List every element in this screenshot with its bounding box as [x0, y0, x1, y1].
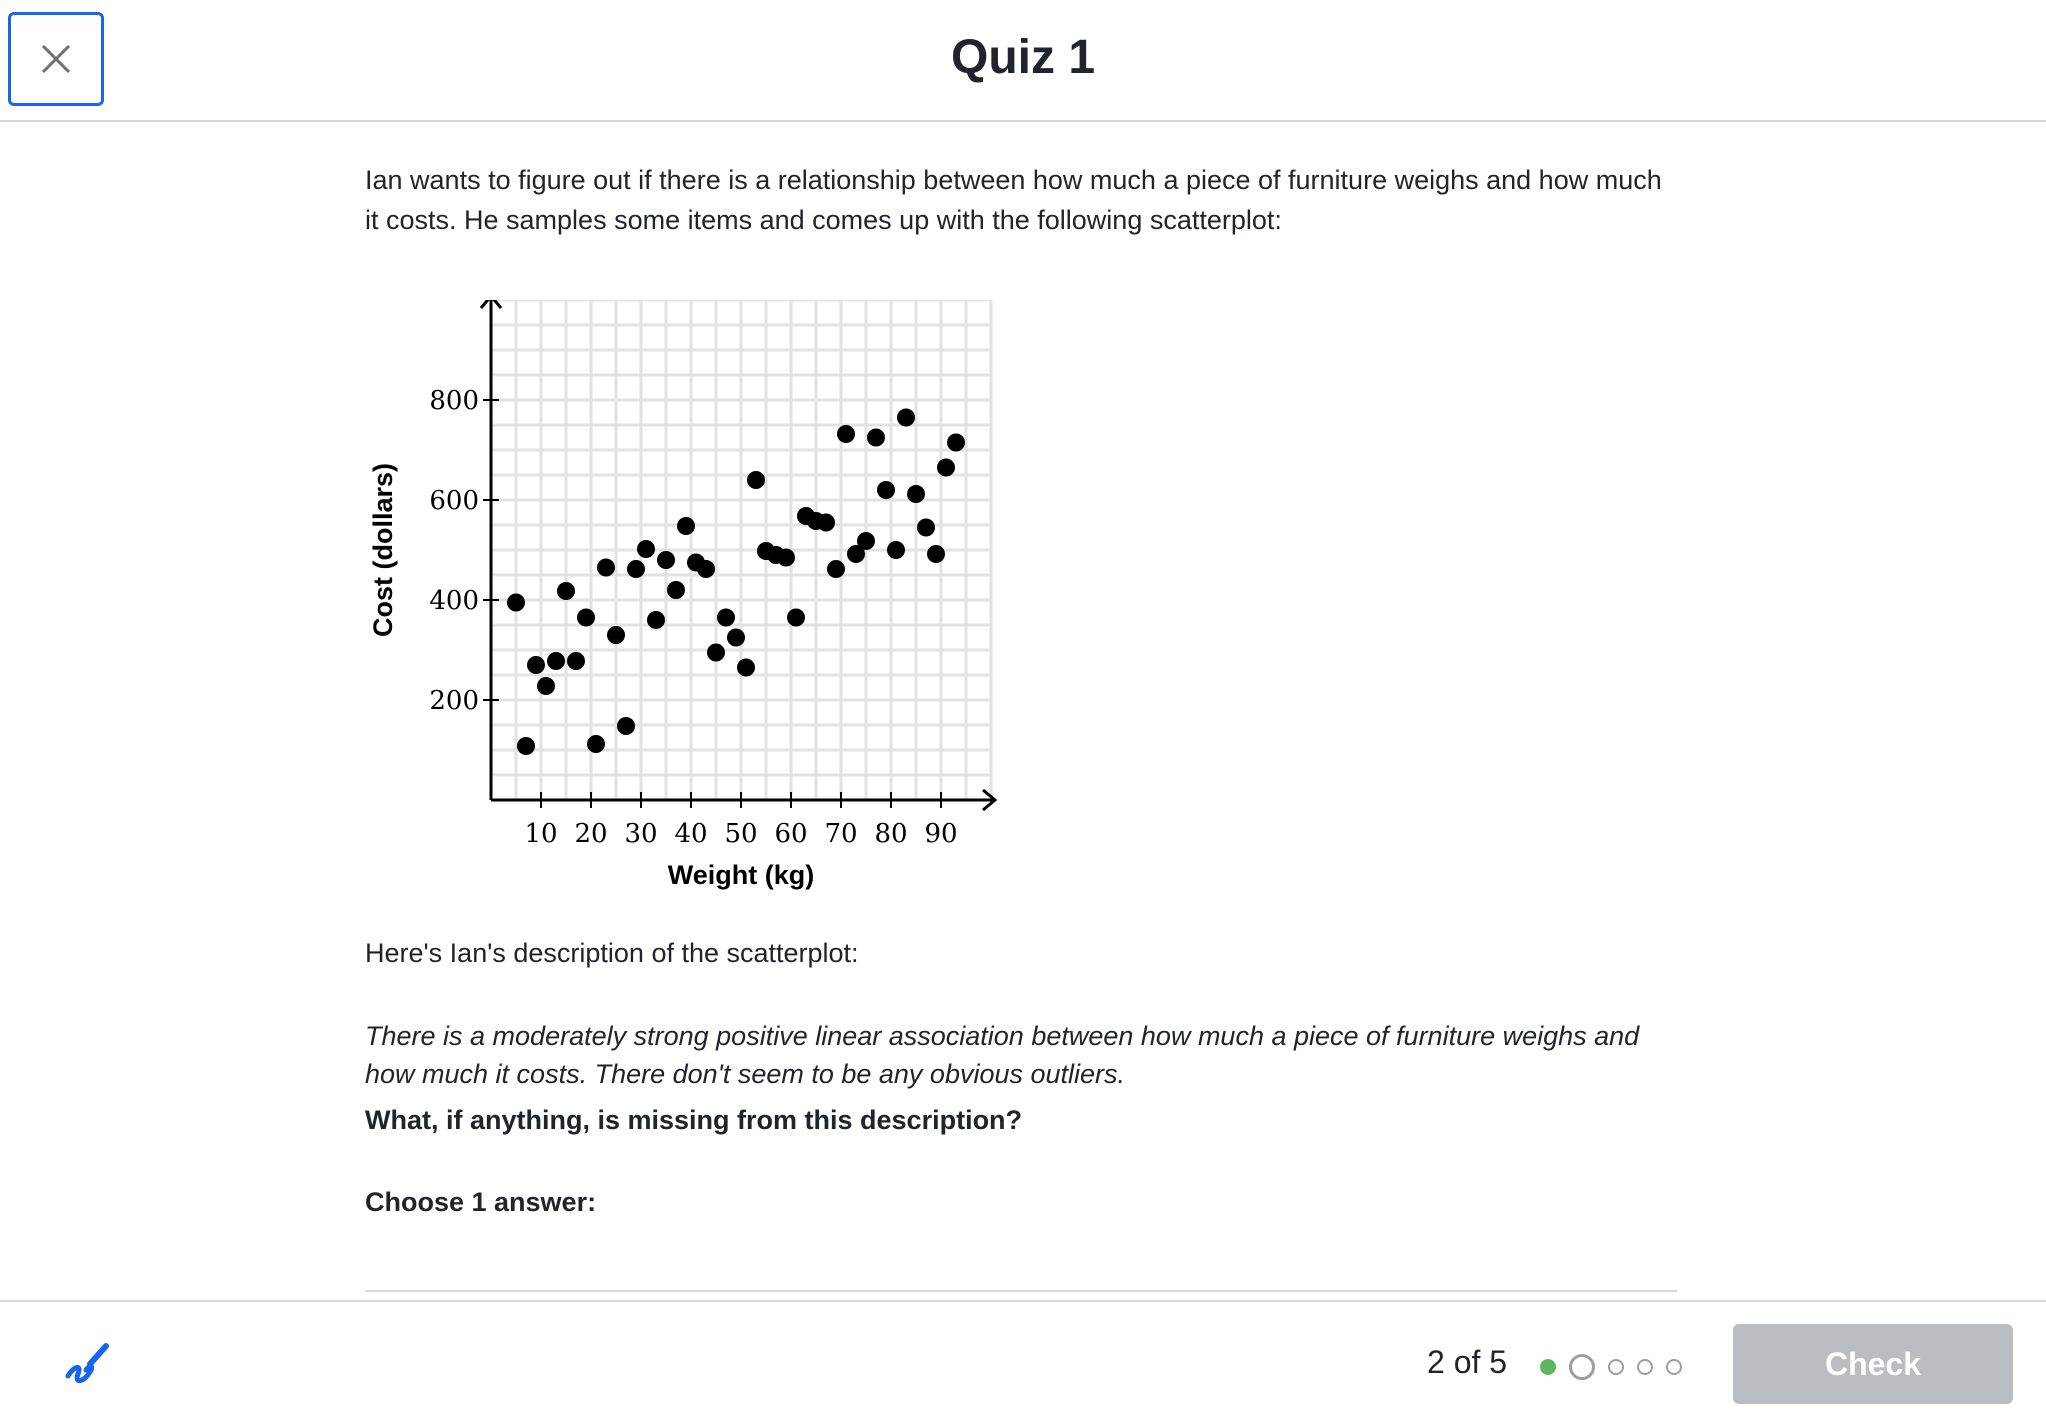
- check-button[interactable]: Check: [1733, 1324, 2013, 1404]
- data-point: [817, 514, 835, 532]
- choose-answer-label: Choose 1 answer:: [365, 1187, 597, 1217]
- data-point: [617, 717, 635, 735]
- y-tick-label: 800: [429, 386, 479, 416]
- scratchpad-pencil-icon: [60, 1336, 116, 1392]
- data-point: [787, 609, 805, 627]
- data-point: [867, 429, 885, 447]
- data-point: [637, 540, 655, 558]
- scratchpad-button[interactable]: [60, 1336, 116, 1392]
- footer: [0, 1300, 2046, 1425]
- data-point: [917, 519, 935, 537]
- scatterplot: [365, 300, 1025, 920]
- y-tick-label: 600: [429, 486, 479, 516]
- x-tick-label: 60: [774, 819, 808, 849]
- data-point: [597, 559, 615, 577]
- x-tick-label: 70: [824, 819, 858, 849]
- divider: [365, 1290, 1677, 1292]
- data-point: [927, 545, 945, 563]
- data-point: [837, 425, 855, 443]
- data-point: [577, 609, 595, 627]
- data-point: [667, 581, 685, 599]
- y-axis-label: Cost (dollars): [368, 462, 398, 638]
- data-point: [737, 659, 755, 677]
- data-point: [727, 629, 745, 647]
- data-point: [857, 532, 875, 550]
- progress-text: 2 of 5: [1427, 1344, 1508, 1380]
- data-point: [777, 549, 795, 567]
- data-point: [707, 644, 725, 662]
- x-tick-label: 20: [574, 819, 608, 849]
- data-point: [937, 459, 955, 477]
- header: [0, 0, 2046, 122]
- data-point: [557, 582, 575, 600]
- progress-dots: [1540, 1354, 1695, 1380]
- page-title: Quiz 1: [950, 31, 1096, 84]
- question-intro: Ian wants to figure out if there is a relationship between how much a piece of furniture weighs and how much it costs. He samples some items and comes up with the following scatterplot:: [365, 165, 1662, 235]
- question-prompt: What, if anything, is missing from this description?: [365, 1105, 1023, 1135]
- data-point: [747, 471, 765, 489]
- data-point: [507, 594, 525, 612]
- data-point: [657, 551, 675, 569]
- question-content: [365, 160, 1677, 1217]
- data-point: [547, 652, 565, 670]
- scatterplot-svg: [365, 300, 1025, 920]
- description-text: There is a moderately strong positive linear association between how much a piece of furniture weighs and how much it costs. There don't seem to be any obvious outliers.: [365, 1021, 1640, 1089]
- data-point: [887, 541, 905, 559]
- data-point: [587, 735, 605, 753]
- data-point: [627, 560, 645, 578]
- data-point: [607, 626, 625, 644]
- data-point: [907, 485, 925, 503]
- x-tick-label: 50: [724, 819, 758, 849]
- y-tick-label: 400: [429, 586, 479, 616]
- data-point: [517, 737, 535, 755]
- x-axis-label: Weight (kg): [667, 860, 815, 890]
- data-point: [537, 677, 555, 695]
- data-point: [877, 481, 895, 499]
- data-point: [947, 434, 965, 452]
- progress-dot-2: [1569, 1354, 1595, 1380]
- data-point: [677, 517, 695, 535]
- data-point: [697, 560, 715, 578]
- data-point: [897, 409, 915, 427]
- progress-dot-5: [1666, 1359, 1682, 1375]
- description-label: Here's Ian's description of the scatterplot:: [365, 938, 859, 968]
- progress-dot-1: [1540, 1359, 1556, 1375]
- x-tick-label: 80: [874, 819, 908, 849]
- x-tick-label: 30: [624, 819, 658, 849]
- data-point: [827, 560, 845, 578]
- data-point: [527, 656, 545, 674]
- data-point: [567, 652, 585, 670]
- progress-dot-3: [1608, 1359, 1624, 1375]
- x-tick-label: 40: [674, 819, 708, 849]
- progress-dot-4: [1637, 1359, 1653, 1375]
- x-tick-label: 10: [524, 819, 558, 849]
- data-point: [717, 609, 735, 627]
- data-point: [647, 611, 665, 629]
- x-tick-label: 90: [924, 819, 958, 849]
- y-tick-label: 200: [429, 686, 479, 716]
